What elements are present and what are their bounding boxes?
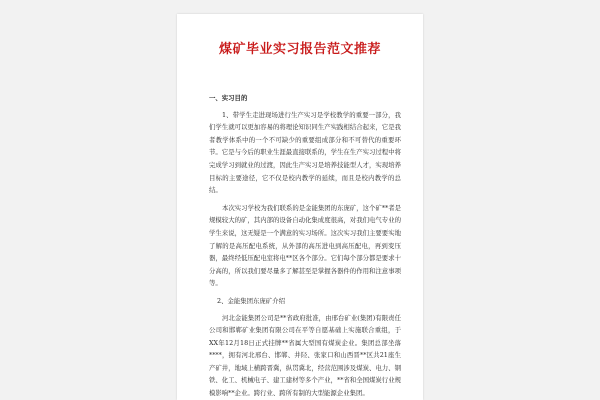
paragraph-1: 1、带学生走进现场进行生产实习是学校教学的重要一部分，我们学生就可以更加容易的将理论知识同生产实践相结合起来，它是我者教学体系中的一个不可缺少的重要组成部分和不可替代的重要环节。它是与今后的职业生涯最直接联系的，学生在生产实习过程中将完成学习到就业的过渡，因此生产实习是培养技能型人才，实现培养目标的主要途径，它不仅是校内教学的延续，而且是校内教学的总结。: [209, 110, 401, 195]
document-body: [209, 92, 401, 400]
document-page: [177, 14, 423, 400]
section-heading-company: 2、金能集团东庞矿介绍: [217, 296, 285, 305]
document-title: 煤矿毕业实习报告范文推荐: [218, 42, 381, 57]
paragraph-3: 河北金能集团公司是**省政府批准，由邢台矿业(集团)有限责任公司和邯郸矿业集团有限公司在平等自愿基础上实施联合重组，于XX年12月18日正式挂牌**省属大型国有煤炭企业。集团总部坐落****，拥有河北邢台、邯郸、井陉、张家口和山西晋**区共21座生产矿井，地域上横跨晋冀，纵贯冀北，经营范围涉及煤炭、电力、钢铁、化工、机械电子、建工建材等多个产业，**省和全国煤炭行业规模影响**企业。跨行业、跨所有制的大型能源企业集团。: [209, 313, 401, 398]
paragraph-2: 本次实习学校为我们联系的是金能集团的东庞矿，这个矿**者是规模较大的矿，其内部的设备自动化集成度很高，对我们电气专业的学生来说，这无疑是一个满意的实习场所。这次实习我们主要要实地了解的是高压配电系统，从外部的高压进电到高压配电，再到变压器，最终经低压配电室将电**区各个部分。它们每个部分都是要求十分高的，所以我们要尽量多了解甚至是掌握各器件的作用和注意事项等。: [209, 203, 401, 288]
section-heading-purpose: 一、实习目的: [209, 94, 248, 102]
